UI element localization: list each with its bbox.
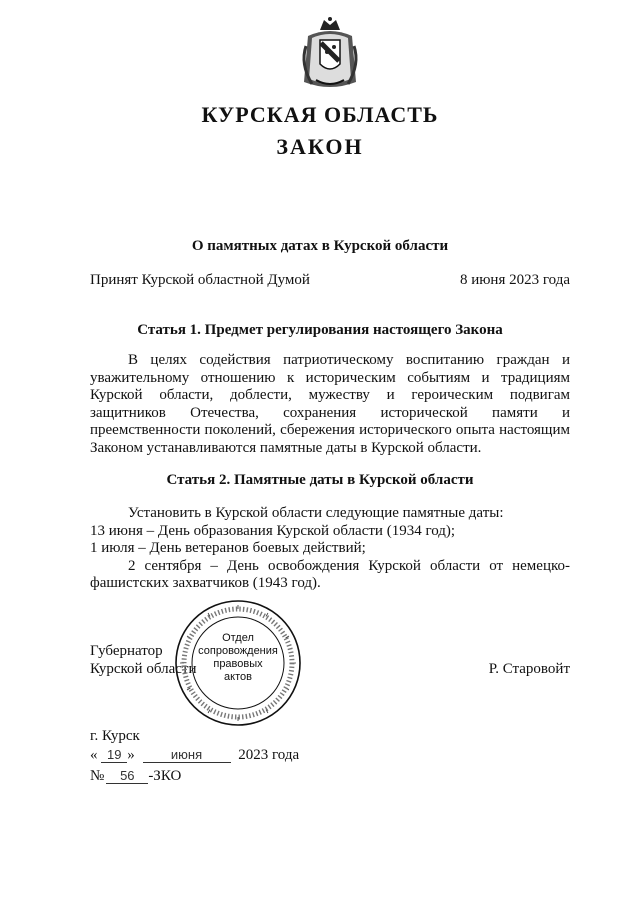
stamp-line: правовых xyxy=(213,658,263,670)
stamp-line: Отдел xyxy=(222,632,254,644)
article-2-line: 13 июня – День образования Курской области (1934 год); xyxy=(90,522,456,539)
article-2-body xyxy=(90,505,570,593)
adopted-by: Принят Курской областной Думой xyxy=(90,272,310,288)
stamp-center-text xyxy=(193,632,283,684)
article-2-line: 1 июля – День ветеранов боевых действий; xyxy=(90,540,366,556)
law-number: № 56 -ЗКО xyxy=(90,768,182,784)
article-1-text: В целях содействия патриотическому воспитанию граждан и уважительному отношению к историческим событиям и традициям Курской области, доблести, мужеству и героическим подвигам защитников Отечества, сохранения исторической памяти и преемственности поколений, сбережения исторического опыта настоящим Законом устанавливаются памятные даты в Курской области. xyxy=(90,352,570,456)
region-title: КУРСКАЯ ОБЛАСТЬ xyxy=(201,102,439,127)
article-2-line: фашистских захватчиков (1943 год). xyxy=(90,575,321,591)
article-2-line: Установить в Курской области следующие памятные даты: xyxy=(128,505,504,521)
kursk-coat-of-arms-icon xyxy=(298,16,362,92)
signatory-region: Курской области xyxy=(90,661,197,677)
law-subject: О памятных датах в Курской области xyxy=(191,238,449,254)
signing-day: 19 xyxy=(101,748,127,763)
signing-city: г. Курск xyxy=(90,728,140,744)
signing-year: 2023 года xyxy=(238,747,300,763)
signatory-name: Р. Старовойт xyxy=(488,661,570,677)
stamp-line: сопровождения xyxy=(198,645,278,657)
article-1-heading: Статья 1. Предмет регулирования настоящего Закона xyxy=(137,322,503,338)
signatory-title: Губернатор xyxy=(90,643,163,659)
law-number-value: 56 xyxy=(106,769,148,784)
article-1-body xyxy=(90,352,570,457)
signing-date: « 19 » июня 2023 года xyxy=(90,747,300,763)
article-2-line: 2 сентября – День освобождения Курской области от немецко- xyxy=(128,557,570,574)
stamp-line: актов xyxy=(224,671,252,683)
document-type-title: ЗАКОН xyxy=(276,134,364,159)
adoption-date: 8 июня 2023 года xyxy=(459,272,570,288)
law-number-suffix: -ЗКО xyxy=(148,768,182,784)
signing-month: июня xyxy=(143,748,231,763)
article-2-heading: Статья 2. Памятные даты в Курской области xyxy=(166,472,474,488)
